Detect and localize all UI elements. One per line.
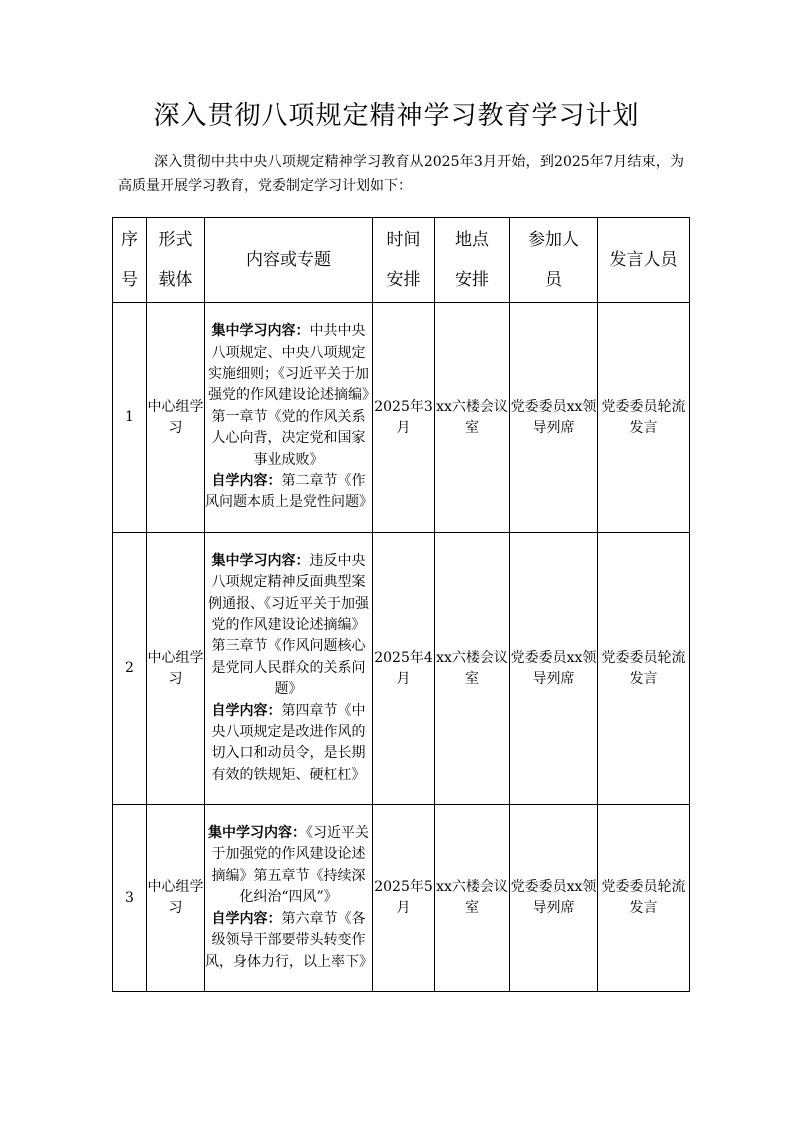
cell-place: xx六楼会议室 <box>435 805 510 992</box>
self-study-label: 自学内容： <box>211 473 282 490</box>
cell-speakers: 党委委员轮流发言 <box>598 533 690 805</box>
cell-time: 2025年3月 <box>373 303 435 533</box>
self-study-text: 第六章节《各级领导干部要带头转变作风，身体力行，以上率下》 <box>205 910 373 970</box>
central-study-text: 违反中央八项规定精神反面典型案例通报、《习近平关于加强党的作风建设论述摘编》第三章节《作风问题核心是党同人民群众的关系问题》 <box>208 552 369 698</box>
study-plan-table <box>112 217 690 992</box>
document-title: 深入贯彻八项规定精神学习教育学习计划 <box>153 101 640 131</box>
table-row <box>113 533 690 805</box>
cell-content <box>205 303 373 533</box>
cell-participants: 党委委员xx领导列席 <box>510 533 598 805</box>
cell-place: xx六楼会议室 <box>435 533 510 805</box>
cell-time: 2025年5月 <box>373 805 435 992</box>
header-seq: 序 号 <box>113 218 147 303</box>
cell-speakers: 党委委员轮流发言 <box>598 303 690 533</box>
central-study-label: 集中学习内容： <box>211 323 310 340</box>
cell-form: 中心组学习 <box>147 533 205 805</box>
central-study-text: 中共中央八项规定、中央八项规定实施细则；《习近平关于加强党的作风建设论述摘编》第一章节《党的作风关系人心向背，决定党和国家事业成败》 <box>208 323 369 468</box>
cell-seq: 1 <box>113 303 147 533</box>
header-participants: 参加人 员 <box>510 218 598 303</box>
cell-content <box>205 805 373 992</box>
header-speakers: 发言人员 <box>598 218 690 303</box>
header-content: 内容或专题 <box>205 218 373 303</box>
cell-form: 中心组学习 <box>147 303 205 533</box>
self-study-label: 自学内容： <box>211 910 282 927</box>
cell-seq: 2 <box>113 533 147 805</box>
cell-participants: 党委委员xx领导列席 <box>510 303 598 533</box>
self-study-text: 第四章节《中央八项规定是改进作风的切入口和动员令，是长期有效的铁规矩、硬杠杠》 <box>211 702 366 783</box>
cell-content <box>205 533 373 805</box>
cell-time: 2025年4月 <box>373 533 435 805</box>
cell-seq: 3 <box>113 805 147 992</box>
central-study-label: 集中学习内容： <box>208 825 306 842</box>
cell-form: 中心组学习 <box>147 805 205 992</box>
central-study-label: 集中学习内容： <box>211 552 310 569</box>
cell-place: xx六楼会议室 <box>435 303 510 533</box>
header-time: 时间 安排 <box>373 218 435 303</box>
header-place: 地点 安排 <box>435 218 510 303</box>
intro-paragraph: 深入贯彻中共中央八项规定精神学习教育从2025年3月开始，到2025年7月结束，为高质量开展学习教育，党委制定学习计划如下： <box>118 154 684 194</box>
central-study-text: 《习近平关于加强党的作风建设论述摘编》第五章节《持续深化纠治“四风”》 <box>211 825 369 906</box>
header-form: 形式 载体 <box>147 218 205 303</box>
table-row <box>113 805 690 992</box>
table-row <box>113 303 690 533</box>
self-study-text: 第二章节《作风问题本质上是党性问题》 <box>205 473 373 511</box>
cell-speakers: 党委委员轮流发言 <box>598 805 690 992</box>
table-header-row <box>113 218 690 303</box>
cell-participants: 党委委员xx领导列席 <box>510 805 598 992</box>
self-study-label: 自学内容： <box>211 702 282 719</box>
